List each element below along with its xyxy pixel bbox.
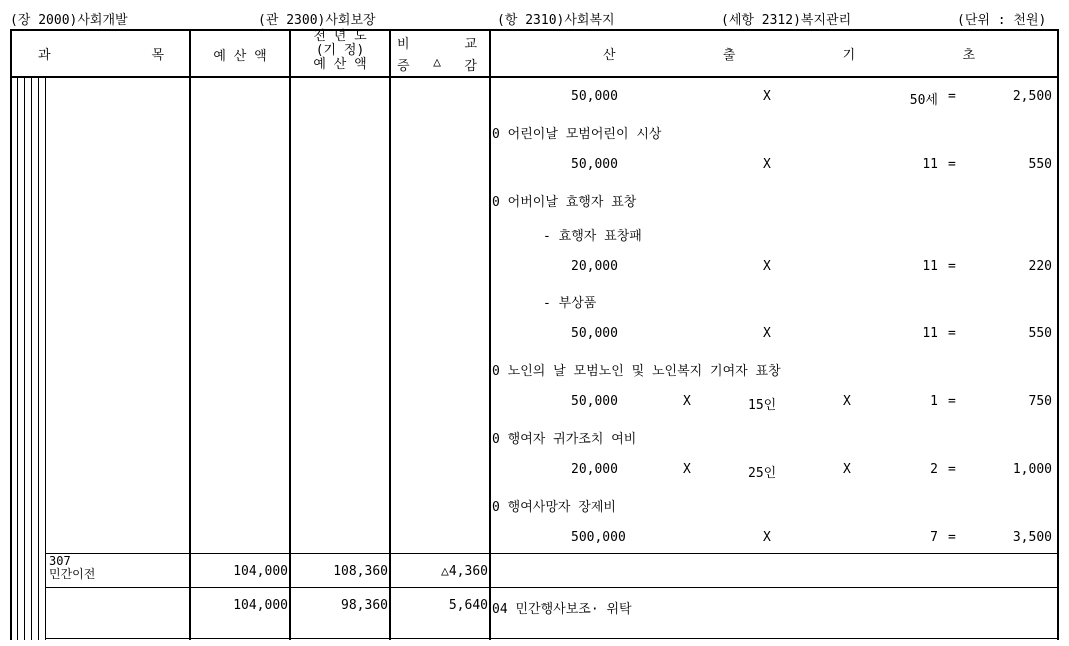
table-right-border (1057, 29, 1059, 640)
prev-year-header-line2: (기 정) (315, 43, 365, 58)
section-label: (관 2300)사회보장 (258, 13, 376, 28)
basis-unit-price: 50,000 (571, 326, 618, 341)
basis-total: 220 (1028, 259, 1052, 274)
basis-count: 11 (922, 326, 938, 341)
basis-header-char: 출 (722, 48, 736, 63)
basis-total: 2,500 (1012, 89, 1052, 104)
table-left-border (10, 29, 12, 640)
basis-multiply-sign: X (843, 462, 851, 477)
basis-total: 550 (1028, 326, 1052, 341)
subitem-label: (세항 2312)복지관리 (721, 13, 852, 28)
basis-total: 3,500 (1012, 530, 1052, 545)
basis-multiply-sign: X (683, 394, 691, 409)
row307-difference: △4,360 (441, 564, 488, 579)
basis-item-text: 0 어린이날 모범어린이 시상 (492, 127, 662, 142)
item-label: (항 2310)사회복지 (497, 13, 615, 28)
basis-count: 11 (922, 157, 938, 172)
row04-prev-budget: 98,360 (341, 598, 388, 613)
row307-prev-budget: 108,360 (333, 564, 388, 579)
account-code: 307 (49, 554, 71, 568)
basis-multiply-sign: X (843, 394, 851, 409)
row04-difference: 5,640 (448, 598, 488, 613)
row04-description: 04 민간행사보조· 위탁 (492, 602, 632, 617)
basis-equals-sign: = (948, 394, 956, 409)
basis-multiply-sign: X (763, 89, 771, 104)
compare-header-char: 감 (464, 59, 477, 74)
indent-bar (24, 77, 25, 640)
col-sep-basis (489, 29, 491, 640)
basis-count: 1 (930, 394, 938, 409)
compare-header-char: 교 (464, 37, 477, 52)
basis-header-char: 산 (603, 48, 616, 63)
row-divider-307 (46, 553, 1059, 554)
unit-label: (단위 : 천원) (957, 13, 1047, 28)
account-name: 민간이전 (49, 567, 96, 581)
basis-unit-price: 20,000 (571, 462, 618, 477)
basis-count: 11 (922, 259, 938, 274)
basis-unit-price: 500,000 (571, 530, 626, 545)
basis-unit-price: 50,000 (571, 394, 618, 409)
table-bottom-border (46, 638, 1059, 639)
basis-total: 550 (1028, 157, 1052, 172)
col-sep-compare (389, 29, 391, 640)
basis-multiply-sign: X (763, 326, 771, 341)
col-sep-prev (289, 29, 291, 640)
basis-item-text: 0 노인의 날 모범노인 및 노인복지 기여자 표창 (492, 364, 781, 379)
basis-equals-sign: = (948, 259, 956, 274)
basis-header-char: 초 (962, 48, 975, 63)
basis-multiply-sign: X (763, 259, 771, 274)
subject-header-char: 목 (151, 48, 164, 63)
basis-subitem-text: - 효행자 표창패 (543, 229, 642, 244)
indent-bar (45, 77, 46, 640)
basis-header-char: 기 (842, 48, 856, 63)
chapter-label: (장 2000)사회개발 (10, 13, 128, 28)
basis-multiply-sign: X (763, 530, 771, 545)
basis-multiply-sign: X (683, 462, 691, 477)
basis-unit-price: 50,000 (571, 157, 618, 172)
subject-header-char: 과 (38, 48, 51, 63)
compare-header-char: 증 (397, 59, 410, 74)
indent-bar (17, 77, 18, 640)
basis-equals-sign: = (948, 157, 956, 172)
compare-header-line2 (397, 55, 477, 74)
basis-quantity: 15인 (748, 398, 777, 413)
header-bottom-border (10, 76, 1059, 78)
compare-header-line1 (397, 33, 477, 52)
basis-total: 1,000 (1012, 462, 1052, 477)
row04-budget: 104,000 (233, 598, 288, 613)
basis-item-text: 0 어버이날 효행자 표창 (492, 195, 637, 210)
prev-year-header-line1: 전 년 도 (313, 29, 367, 44)
basis-count: 2 (930, 462, 938, 477)
basis-item-text: 0 행여자 귀가조치 여비 (492, 432, 637, 447)
basis-total: 750 (1028, 394, 1052, 409)
prev-year-header-line3: 예 산 액 (313, 57, 367, 72)
table-top-border (10, 29, 1059, 31)
compare-header-char: △ (433, 55, 441, 70)
basis-multiply-sign: X (763, 157, 771, 172)
basis-subitem-text: - 부상품 (543, 296, 597, 311)
basis-equals-sign: = (948, 530, 956, 545)
indent-bar (31, 77, 32, 640)
basis-equals-sign: = (948, 89, 956, 104)
basis-equals-sign: = (948, 326, 956, 341)
basis-header (603, 44, 975, 63)
budget-header: 예 산 액 (213, 49, 267, 64)
basis-unit-price: 50,000 (571, 89, 618, 104)
compare-header-char: 비 (397, 37, 410, 52)
basis-equals-sign: = (948, 462, 956, 477)
basis-item-text: 0 행여사망자 장제비 (492, 500, 616, 515)
basis-quantity: 25인 (748, 466, 777, 481)
basis-unit-price: 20,000 (571, 259, 618, 274)
basis-count: 7 (930, 530, 938, 545)
indent-bar (38, 77, 39, 640)
subject-header (38, 44, 164, 63)
row307-budget: 104,000 (233, 564, 288, 579)
basis-count: 50세 (909, 93, 938, 108)
row-divider-04 (46, 587, 1059, 588)
col-sep-budget (189, 29, 191, 640)
